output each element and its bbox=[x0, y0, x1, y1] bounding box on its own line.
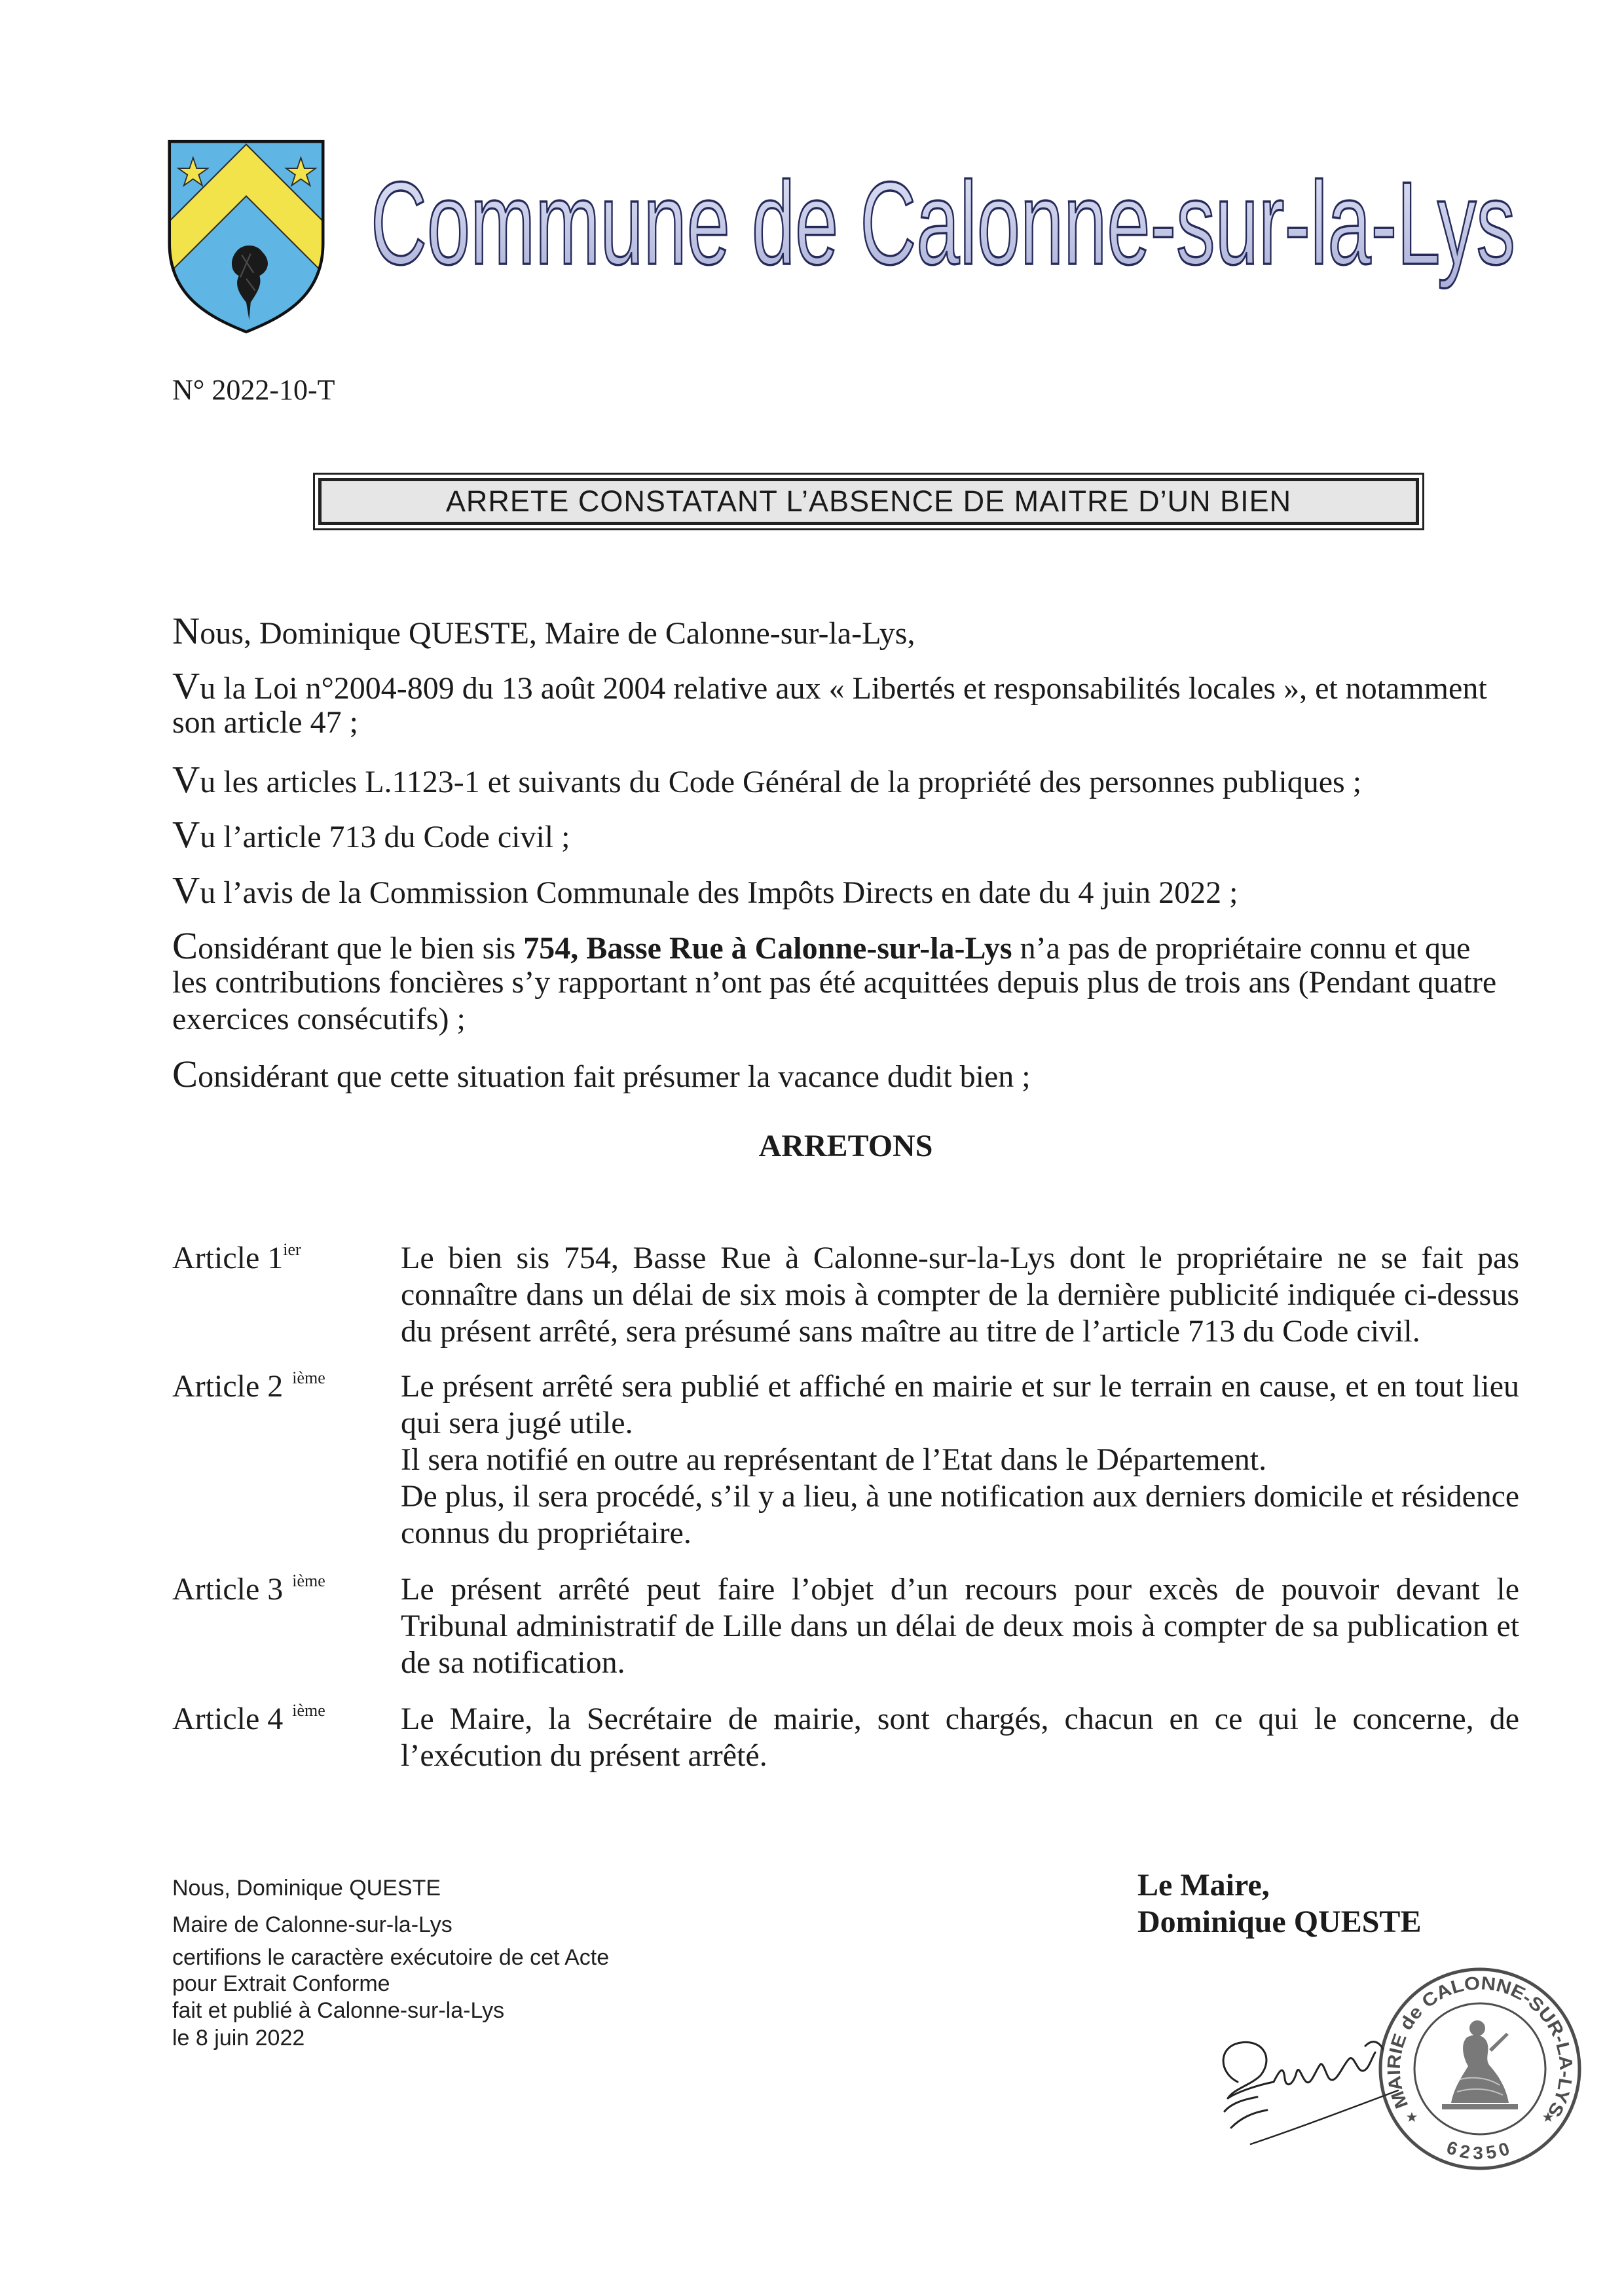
coat-of-arms-icon bbox=[165, 137, 327, 337]
certification-line: pour Extrait Conforme bbox=[172, 1971, 390, 1996]
article-text-line: Le présent arrêté sera publié et affiché en mairie et sur le terrain en cause, et en tout lieu bbox=[401, 1369, 1519, 1404]
article-number: Article 3 bbox=[172, 1572, 284, 1607]
preamble-text: Considérant que le bien sis bbox=[172, 924, 524, 967]
article-text-line: l’exécution du présent arrêté. bbox=[401, 1738, 767, 1773]
commune-name-banner bbox=[364, 154, 1536, 295]
article-ordinal: ième bbox=[292, 1701, 325, 1720]
preamble-line: exercices consécutifs) ; bbox=[172, 1002, 466, 1036]
article-text-line: qui sera jugé utile. bbox=[401, 1406, 633, 1440]
star-icon bbox=[1407, 2112, 1417, 2122]
preamble-line: Vu les articles L.1123-1 et suivants du Code Général de la propriété des personnes publiques ; bbox=[172, 758, 1362, 801]
article-ordinal: ième bbox=[292, 1368, 325, 1387]
document-title: ARRETE CONSTATANT L’ABSENCE DE MAITRE D’UN BIEN bbox=[445, 484, 1292, 518]
official-stamp bbox=[1372, 1961, 1588, 2177]
signatory-name: Dominique QUESTE bbox=[1137, 1904, 1422, 1939]
property-address: 754, Basse Rue à Calonne-sur-la-Lys bbox=[523, 931, 1012, 966]
article-label bbox=[172, 1571, 388, 1608]
article-ordinal: ième bbox=[292, 1571, 325, 1590]
reference-number: N° 2022-10-T bbox=[172, 374, 335, 406]
certification-line: Nous, Dominique QUESTE bbox=[172, 1876, 441, 1901]
article-label bbox=[172, 1240, 388, 1277]
article-text-line: Le Maire, la Secrétaire de mairie, sont chargés, chacun en ce qui le concerne, de bbox=[401, 1702, 1519, 1736]
preamble-text: n’a pas de propriétaire connu et que bbox=[1012, 931, 1471, 966]
signatory-title: Le Maire, bbox=[1137, 1868, 1270, 1903]
preamble-line: Vu la Loi n°2004-809 du 13 août 2004 relative aux « Libertés et responsabilités locales », et notamment bbox=[172, 665, 1487, 707]
certification-line: Maire de Calonne-sur-la-Lys bbox=[172, 1912, 452, 1937]
svg-text:62350 bbox=[1444, 2137, 1515, 2163]
article-number: Article 1 bbox=[172, 1241, 284, 1275]
article-label bbox=[172, 1368, 388, 1405]
article-text-line: Il sera notifié en outre au représentant de l’Etat dans le Département. bbox=[401, 1442, 1267, 1477]
article-text-line: Le bien sis 754, Basse Rue à Calonne-sur-la-Lys dont le propriétaire ne se fait pas bbox=[401, 1241, 1519, 1275]
document-title-box bbox=[313, 473, 1424, 530]
article-text-line: connaître dans un délai de six mois à compter de la dernière publicité indiquée ci-dessus bbox=[401, 1277, 1519, 1312]
stamp-text: MAIRIE de CALONNE-SUR-LA-LYS bbox=[1383, 1973, 1577, 2120]
article-text-line: de sa notification. bbox=[401, 1645, 625, 1680]
article-number: Article 4 bbox=[172, 1702, 284, 1736]
preamble-line: son article 47 ; bbox=[172, 705, 358, 740]
article-text-line: Tribunal administratif de Lille dans un délai de deux mois à compter de sa publication et bbox=[401, 1609, 1519, 1643]
commune-name: Commune de Calonne-sur-la-Lys bbox=[371, 158, 1515, 289]
certification-line: fait et publié à Calonne-sur-la-Lys bbox=[172, 1998, 505, 2023]
decision-heading: ARRETONS bbox=[758, 1129, 933, 1163]
marianne-figure-icon bbox=[1442, 2020, 1518, 2109]
preamble-line: Nous, Dominique QUESTE, Maire de Calonne-sur-la-Lys, bbox=[172, 610, 915, 652]
certification-line: certifions le caractère exécutoire de cet Acte bbox=[172, 1945, 610, 1970]
preamble-line: les contributions foncières s’y rapportant n’ont pas été acquittées depuis plus de trois ans (Pendant quatre bbox=[172, 965, 1497, 1000]
article-text-line: Le présent arrêté peut faire l’objet d’un recours pour excès de pouvoir devant le bbox=[401, 1572, 1519, 1607]
preamble-line bbox=[172, 924, 1519, 967]
stamp-postal-code: 62350 bbox=[1444, 2137, 1516, 2164]
article-number: Article 2 bbox=[172, 1369, 284, 1404]
article-text-line: De plus, il sera procédé, s’il y a lieu, à une notification aux derniers domicile et résidence bbox=[401, 1479, 1520, 1514]
article-ordinal: ier bbox=[283, 1240, 301, 1259]
certification-line: le 8 juin 2022 bbox=[172, 2026, 305, 2050]
preamble-line: Considérant que cette situation fait présumer la vacance dudit bien ; bbox=[172, 1053, 1031, 1095]
preamble-line: Vu l’article 713 du Code civil ; bbox=[172, 813, 570, 856]
article-label bbox=[172, 1701, 388, 1738]
preamble-line: Vu l’avis de la Commission Communale des Impôts Directs en date du 4 juin 2022 ; bbox=[172, 869, 1238, 911]
article-text-line: du présent arrêté, sera présumé sans maître au titre de l’article 713 du Code civil. bbox=[401, 1314, 1420, 1349]
article-text-line: connus du propriétaire. bbox=[401, 1516, 692, 1550]
